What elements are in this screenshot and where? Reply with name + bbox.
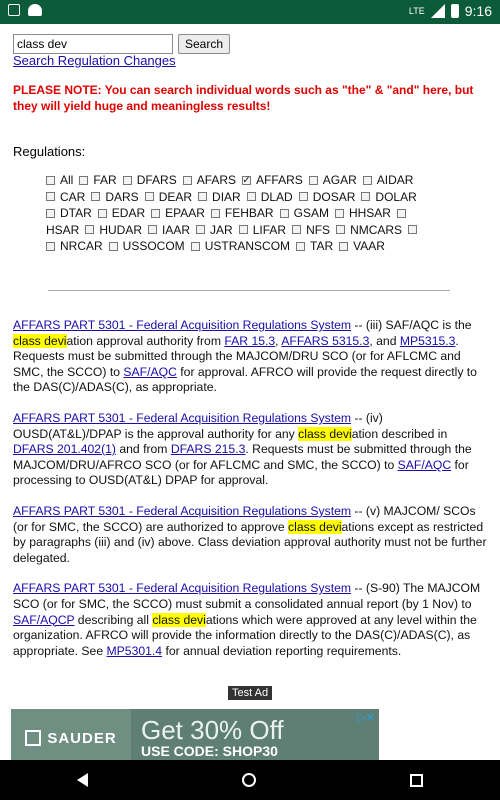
regulation-checkbox[interactable] <box>79 172 116 189</box>
battery-icon <box>451 4 459 18</box>
ref-link[interactable]: SAF/AQC <box>123 364 177 379</box>
divider <box>48 290 450 291</box>
regulation-checkbox[interactable] <box>148 222 190 239</box>
ad-headline: Get 30% Off <box>141 715 284 745</box>
android-icon <box>28 4 42 16</box>
regulation-label: AFARS <box>196 173 237 187</box>
regulation-checkbox[interactable] <box>198 189 241 206</box>
regulation-checkbox[interactable] <box>280 205 329 222</box>
regulation-checkbox[interactable] <box>46 172 73 189</box>
ad-logo: SAUDER <box>11 709 131 760</box>
result-title-link[interactable]: AFFARS PART 5301 - Federal Acquisition Regulations System <box>13 318 352 332</box>
regulations-row <box>46 189 466 206</box>
regulation-label: USSOCOM <box>122 239 185 253</box>
regulation-label: DFARS <box>136 173 177 187</box>
regulation-label: HUDAR <box>99 222 143 237</box>
regulation-label: FEHBAR <box>224 206 274 220</box>
regulations-checkbox-grid <box>46 172 466 255</box>
regulations-row <box>46 205 466 222</box>
search-results <box>13 318 487 674</box>
home-icon[interactable] <box>242 773 256 787</box>
notification-icon <box>8 4 20 16</box>
regulation-label: DOLAR <box>375 189 417 204</box>
regulation-label: GSAM <box>293 206 329 220</box>
regulation-label: AGAR <box>322 173 357 187</box>
regulation-checkbox[interactable] <box>292 222 330 239</box>
regulation-checkbox[interactable] <box>191 238 290 255</box>
checkbox-icon[interactable] <box>85 225 94 234</box>
checkbox-icon[interactable] <box>46 192 55 201</box>
regulation-checkbox[interactable] <box>339 238 385 255</box>
regulation-checkbox[interactable] <box>98 205 145 222</box>
ad-choices-icon[interactable]: ▷✕ <box>357 712 375 724</box>
regulations-row <box>46 238 466 255</box>
result-item: AFFARS PART 5301 - Federal Acquisition Regulations System -- (iii) SAF/AQC is the class deviation approval authority from FAR 15.3, AFFARS 5315.3, and MP5315.3. Requests must be submitted through the MAJCOM/DRU SCO (or for AFLCMC and SMC, the SCCO) to SAF/AQC for approval. AFRCO will provide the request directly to the DAS(C)/ADAS(C), as appropriate. <box>13 318 477 395</box>
regulation-label: FAR <box>93 173 117 187</box>
ref-link[interactable]: SAF/AQC <box>397 457 452 472</box>
regulation-checkbox[interactable] <box>299 189 356 206</box>
ref-link[interactable]: DFARS 215.3 <box>170 442 246 457</box>
regulation-label: NFS <box>306 222 331 237</box>
checkbox-icon[interactable] <box>148 225 157 234</box>
ref-link[interactable]: MP5301.4 <box>106 643 163 658</box>
regulation-checkbox[interactable] <box>309 172 357 189</box>
highlight: class devi <box>152 612 206 627</box>
regulation-label: DARS <box>105 189 139 204</box>
checkbox-icon[interactable] <box>198 192 207 201</box>
regulation-checkbox[interactable] <box>46 222 79 239</box>
regulation-checkbox[interactable] <box>296 238 333 255</box>
regulation-label: USTRANSCOM <box>204 239 291 253</box>
ad-banner[interactable] <box>11 709 379 760</box>
ref-link[interactable]: DFARS 201.402(1) <box>13 442 116 457</box>
checkbox-icon[interactable] <box>336 225 345 234</box>
checkbox-icon[interactable] <box>299 192 308 201</box>
ad-text <box>131 709 379 760</box>
regulation-checkbox[interactable] <box>91 189 138 206</box>
ref-link[interactable]: AFFARS 5315.3 <box>281 333 370 348</box>
regulation-label: TAR <box>310 239 334 253</box>
checkbox-icon[interactable] <box>109 242 118 251</box>
regulation-label: All <box>60 173 74 187</box>
regulation-checkbox[interactable] <box>363 172 414 189</box>
checkbox-icon[interactable] <box>239 225 248 234</box>
regulation-label: EPAAR <box>165 206 205 220</box>
search-button[interactable]: Search <box>178 34 230 54</box>
highlight: class devi <box>288 519 342 534</box>
regulation-label: IAAR <box>162 222 191 237</box>
search-regulation-changes-link[interactable]: Search Regulation Changes <box>13 53 176 68</box>
checkbox-icon[interactable] <box>151 209 160 218</box>
regulation-label: NRCAR <box>60 239 103 253</box>
test-ad-tag: Test Ad <box>228 686 272 700</box>
regulation-checkbox[interactable] <box>242 172 303 189</box>
regulation-label: DLAD <box>260 189 293 204</box>
checkbox-icon[interactable] <box>408 225 417 234</box>
checkbox-icon[interactable] <box>211 209 220 218</box>
navigation-bar <box>0 760 500 800</box>
search-input[interactable] <box>13 34 173 54</box>
checkbox-icon[interactable] <box>296 242 305 251</box>
checkbox-icon[interactable] <box>91 192 100 201</box>
regulation-label: CAR <box>60 189 86 204</box>
clock: 9:16 <box>464 3 492 19</box>
regulation-label: HHSAR <box>348 206 391 220</box>
network-type: LTE <box>408 5 425 16</box>
regulation-checkbox[interactable] <box>336 222 402 239</box>
regulation-checkbox[interactable] <box>46 205 92 222</box>
regulation-label: LIFAR <box>252 222 287 237</box>
result-item: AFFARS PART 5301 - Federal Acquisition Regulations System -- (v) MAJCOM/ SCOs (or for SMC, the SCCO) are authorized to approve class deviations except as restricted by paragraphs (iii) and (iv) above. Class deviation approval authority must not be further delegated. <box>13 503 487 565</box>
regulation-checkbox[interactable] <box>196 222 233 239</box>
regulations-row <box>46 172 466 189</box>
regulation-label: AFFARS <box>256 173 303 187</box>
highlight: class devi <box>13 333 67 348</box>
result-title-link[interactable]: AFFARS PART 5301 - Federal Acquisition Regulations System <box>13 410 352 425</box>
result-item: AFFARS PART 5301 - Federal Acquisition Regulations System -- (iv) OUSD(AT&L)/DPAP is the approval authority for any class deviation described in DFARS 201.402(1) and from DFARS 215.3. Requests must be submitted through the MAJCOM/DRU/AFRCO SCO (or for AFLCMC and SMC, the SCCO) to SAF/AQC for processing to OUSD(AT&L) DPAP for approval. <box>13 410 472 488</box>
regulation-label: HSAR <box>46 222 80 237</box>
sauder-logo-icon <box>25 730 41 746</box>
regulation-checkbox[interactable] <box>85 222 142 239</box>
checkbox-icon[interactable] <box>361 192 370 201</box>
ref-link[interactable]: SAF/AQCP <box>13 612 75 627</box>
checkbox-icon[interactable] <box>335 209 344 218</box>
checkbox-icon[interactable] <box>292 225 301 234</box>
checkbox-icon[interactable] <box>247 192 256 201</box>
regulation-label: VAAR <box>353 239 385 253</box>
regulation-checkbox[interactable] <box>123 172 177 189</box>
result-item: AFFARS PART 5301 - Federal Acquisition Regulations System -- (S-90) The MAJCOM SCO (or for SMC, the SCCO) must submit a consolidated annual report (by 1 Nov) to SAF/AQCP describing all class deviations which were approved at any level within the organization. AFRCO will provide the information directly to the DAS(C)/ADAS(C), as appropriate. See MP5301.4 for annual deviation reporting requirements. <box>13 581 481 658</box>
back-icon[interactable] <box>77 773 88 787</box>
regulation-label: NMCARS <box>350 222 403 237</box>
checkbox-icon[interactable] <box>191 242 200 251</box>
checkbox-icon[interactable] <box>280 209 289 218</box>
recents-icon[interactable] <box>410 774 423 787</box>
regulation-checkbox[interactable] <box>46 189 85 206</box>
search-row <box>13 34 230 54</box>
checkbox-icon[interactable] <box>98 209 107 218</box>
regulation-checkbox[interactable] <box>247 189 293 206</box>
regulations-label: Regulations: <box>13 144 86 159</box>
checkbox-icon[interactable] <box>196 225 205 234</box>
regulation-checkbox[interactable] <box>361 189 416 206</box>
checkbox-icon[interactable] <box>242 176 251 185</box>
checkbox-icon[interactable] <box>79 176 88 185</box>
regulation-checkbox[interactable] <box>408 222 422 239</box>
checkbox-icon[interactable] <box>339 242 348 251</box>
regulation-label: DTAR <box>60 206 92 220</box>
regulations-row <box>46 222 466 239</box>
ad-code: USE CODE: SHOP30 <box>141 743 278 759</box>
regulation-checkbox[interactable] <box>239 222 286 239</box>
regulation-label: JAR <box>210 222 233 237</box>
regulation-label: EDAR <box>111 206 146 220</box>
regulation-checkbox[interactable] <box>183 172 236 189</box>
checkbox-icon[interactable] <box>123 176 132 185</box>
checkbox-icon[interactable] <box>183 176 192 185</box>
signal-icon <box>431 4 445 18</box>
regulation-checkbox[interactable] <box>145 189 192 206</box>
regulation-label: DOSAR <box>312 189 356 204</box>
regulation-checkbox[interactable] <box>109 238 185 255</box>
ref-link[interactable]: FAR 15.3 <box>224 333 276 348</box>
ref-link[interactable]: MP5315.3 <box>399 333 456 348</box>
regulation-label: DIAR <box>212 189 241 204</box>
status-bar <box>0 0 500 24</box>
checkbox-icon[interactable] <box>46 176 55 185</box>
regulation-checkbox[interactable] <box>397 205 411 222</box>
checkbox-icon[interactable] <box>397 209 406 218</box>
highlight: class devi <box>298 426 352 441</box>
regulation-checkbox[interactable] <box>46 238 103 255</box>
checkbox-icon[interactable] <box>145 192 154 201</box>
page-content <box>0 24 500 760</box>
regulation-checkbox[interactable] <box>335 205 391 222</box>
result-title-link[interactable]: AFFARS PART 5301 - Federal Acquisition Regulations System <box>13 503 352 518</box>
search-note: PLEASE NOTE: You can search individual words such as "the" & "and" here, but they will yield huge and meaningless results! <box>13 83 474 113</box>
regulation-label: AIDAR <box>376 173 414 187</box>
regulation-checkbox[interactable] <box>151 205 205 222</box>
result-title-link[interactable]: AFFARS PART 5301 - Federal Acquisition Regulations System <box>13 581 352 596</box>
checkbox-icon[interactable] <box>363 176 372 185</box>
regulation-label: DEAR <box>158 189 193 204</box>
checkbox-icon[interactable] <box>46 209 55 218</box>
regulation-checkbox[interactable] <box>211 205 274 222</box>
checkbox-icon[interactable] <box>309 176 318 185</box>
checkbox-icon[interactable] <box>46 242 55 251</box>
